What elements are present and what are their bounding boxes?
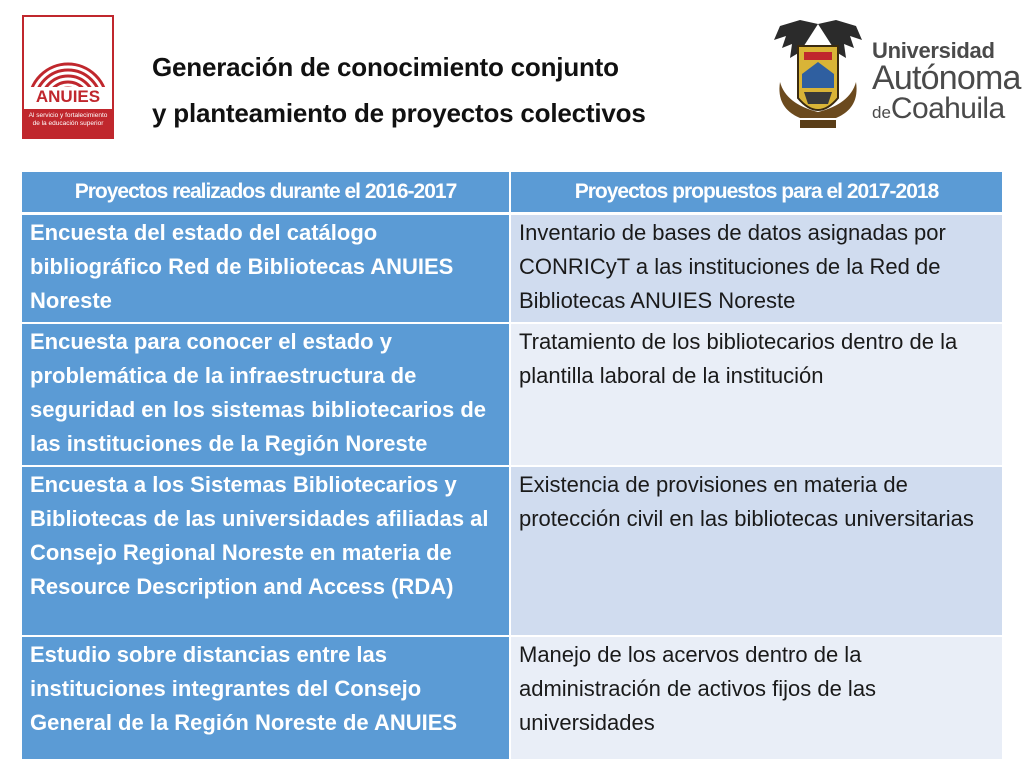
proposed-project-cell: Manejo de los acervos dentro de la administración de activos fijos de las universidades (510, 636, 1002, 760)
title-line-2: y planteamiento de proyectos colectivos (152, 98, 646, 128)
university-line-3-prefix: de (872, 103, 891, 122)
anuies-tagline-2: de la educación superior (32, 120, 104, 127)
anuies-logo-name: ANUIES (24, 87, 112, 107)
table-header-row (22, 172, 1002, 214)
table-row (22, 214, 1002, 324)
university-line-2: Autónoma (872, 59, 1021, 97)
university-line-3 (872, 94, 1021, 128)
anuies-band (24, 109, 112, 137)
anuies-tagline-1: Al servicio y fortalecimiento (28, 112, 108, 119)
proposed-project-cell: Existencia de provisiones en materia de protección civil en las bibliotecas universitarias (510, 466, 1002, 636)
anuies-logo (22, 15, 114, 139)
projects-table (22, 172, 1002, 761)
proposed-project-cell: Inventario de bases de datos asignadas por CONRICyT a las instituciones de la Red de Bibliotecas ANUIES Noreste (510, 214, 1002, 324)
table-row (22, 466, 1002, 636)
realized-project-cell: Encuesta del estado del catálogo bibliográfico Red de Bibliotecas ANUIES Noreste (22, 214, 510, 324)
realized-project-cell: Estudio sobre distancias entre las instituciones integrantes del Consejo General de la Región Noreste de ANUIES (22, 636, 510, 760)
realized-project-cell: Encuesta a los Sistemas Bibliotecarios y Bibliotecas de las universidades afiliadas al Consejo Regional Noreste en materia de Resource Description and Access (RDA) (22, 466, 510, 636)
realized-project-cell: Encuesta para conocer el estado y problemática de la infraestructura de seguridad en los sistemas bibliotecarios de las instituciones de la Región Noreste (22, 323, 510, 466)
column-header-realized: Proyectos realizados durante el 2016-2017 (22, 172, 510, 214)
page-title (152, 44, 646, 136)
university-line-3-main: Coahuila (890, 92, 1005, 125)
table-row (22, 636, 1002, 760)
column-header-proposed: Proyectos propuestos para el 2017-2018 (510, 172, 1002, 214)
university-logo-text (872, 40, 1021, 128)
table-row (22, 323, 1002, 466)
university-line-1: Universidad (872, 38, 995, 63)
university-crest-icon (770, 18, 866, 132)
title-line-1: Generación de conocimiento conjunto (152, 52, 619, 82)
proposed-project-cell: Tratamiento de los bibliotecarios dentro de la plantilla laboral de la institución (510, 323, 1002, 466)
